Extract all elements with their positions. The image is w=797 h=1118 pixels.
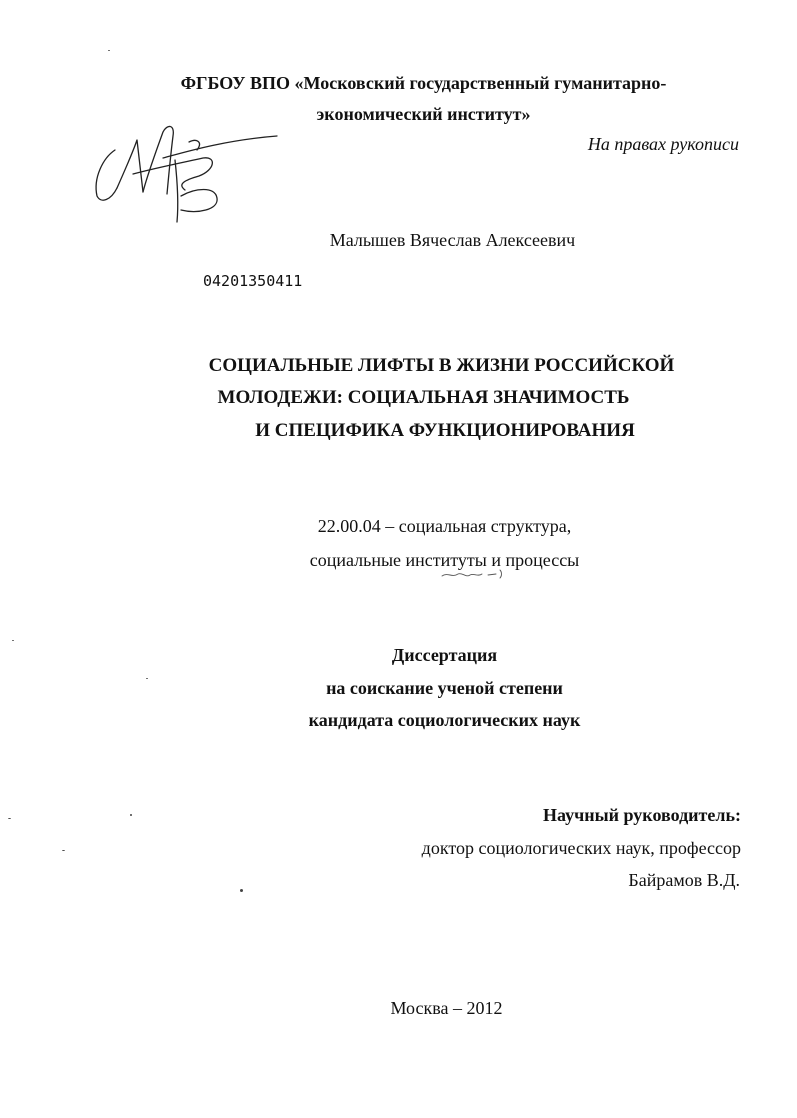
handwritten-signature bbox=[85, 118, 285, 228]
supervisor-heading: Научный руководитель: bbox=[543, 805, 741, 825]
registration-code: 04201350411 bbox=[203, 272, 303, 290]
scan-speck bbox=[130, 814, 132, 816]
dissertation-line-1: Диссертация bbox=[391, 645, 498, 665]
scan-speck bbox=[8, 818, 11, 819]
author-name: Малышев Вячеслав Алексеевич bbox=[329, 230, 576, 250]
city-year: Москва – 2012 bbox=[390, 998, 503, 1018]
institution-line-2: экономический институт» bbox=[316, 104, 531, 124]
institution-line-1: ФГБОУ ВПО «Московский государственный гуманитарно- bbox=[180, 73, 667, 93]
title-line-2: МОЛОДЕЖИ: СОЦИАЛЬНАЯ ЗНАЧИМОСТЬ bbox=[217, 387, 630, 408]
title-line-1: СОЦИАЛЬНЫЕ ЛИФТЫ В ЖИЗНИ РОССИЙСКОЙ bbox=[208, 355, 675, 376]
supervisor-degree: доктор социологических наук, профессор bbox=[421, 838, 741, 858]
specialty-line-1: 22.00.04 – социальная структура, bbox=[317, 516, 572, 536]
scan-speck bbox=[108, 50, 110, 51]
scan-speck bbox=[62, 850, 65, 851]
supervisor-name: Байрамов В.Д. bbox=[628, 870, 740, 890]
title-line-3: И СПЕЦИФИКА ФУНКЦИОНИРОВАНИЯ bbox=[255, 420, 635, 441]
handwritten-mark bbox=[440, 566, 506, 582]
specialty-line-2: социальные институты и процессы bbox=[309, 550, 580, 570]
dissertation-line-2: на соискание ученой степени bbox=[326, 678, 563, 698]
scan-speck bbox=[146, 678, 148, 679]
scan-speck bbox=[240, 889, 243, 892]
dissertation-line-3: кандидата социологических наук bbox=[308, 710, 581, 730]
scan-speck bbox=[12, 640, 14, 641]
manuscript-note: На правах рукописи bbox=[587, 134, 739, 154]
